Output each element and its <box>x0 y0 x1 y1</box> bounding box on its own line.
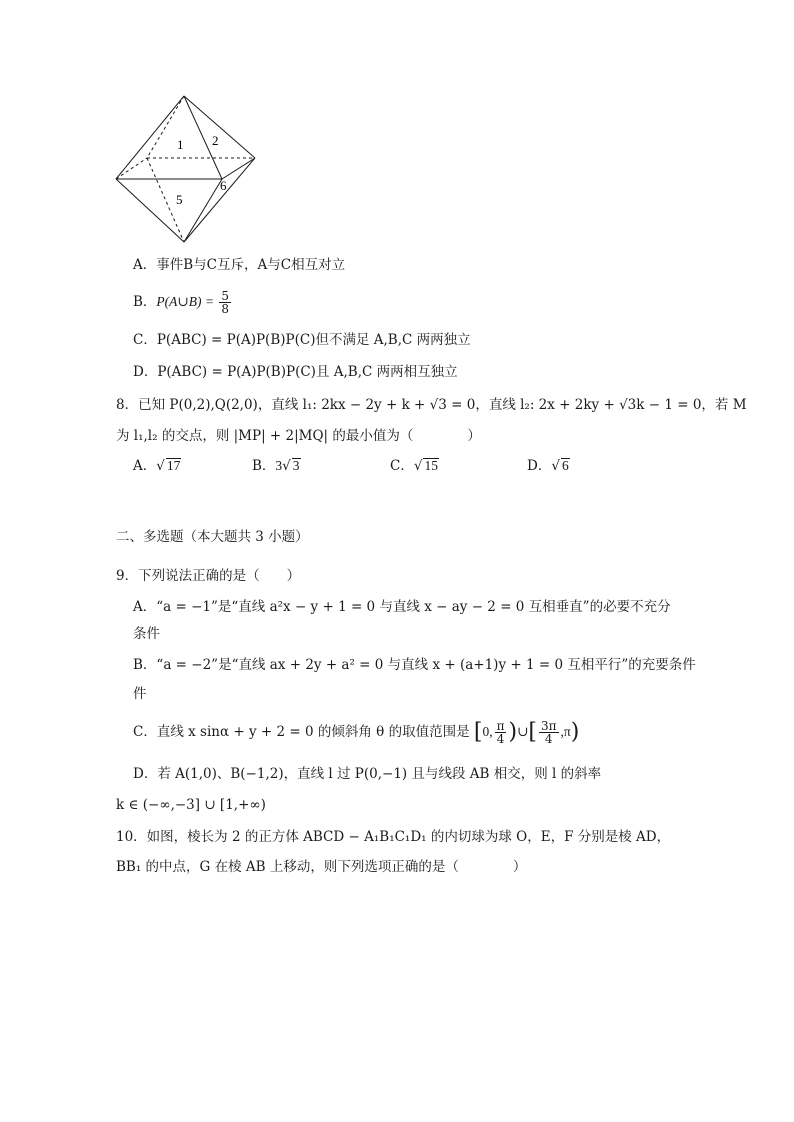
fraction-den: 4 <box>544 732 553 746</box>
q9-option-d-line2: k ∈ (−∞,−3] ∪ [1,+∞) <box>116 797 266 813</box>
fraction <box>219 290 231 315</box>
fraction <box>539 720 559 745</box>
fraction-num: 5 <box>221 289 229 303</box>
q9-stem: 9．下列说法正确的是（ ） <box>116 568 301 584</box>
octahedron-figure <box>110 90 265 250</box>
q8-stem-line2: 为 l₁,l₂ 的交点，则 |MP| + 2|MQ| 的最小值为（ ） <box>116 428 481 444</box>
face-label-1: 1 <box>177 137 184 152</box>
option-text: P(ABC) = P(A)P(B)P(C)且 A,B,C 两两相互独立 <box>157 364 458 380</box>
q7-option-a <box>133 255 345 275</box>
q9-option-c: C．直线 x sinα + y + 2 = 0 的倾斜角 θ 的取值范围是 [0, $\frac{\pi}{4}$ )∪[ $\frac{3\pi}{4}$ ,π) <box>133 719 580 746</box>
q9-option-a-line2: 条件 <box>133 626 160 642</box>
option-text: C．直线 x sinα + y + 2 = 0 的倾斜角 θ 的取值范围是 <box>133 724 470 740</box>
edge <box>184 158 255 242</box>
fraction-den: 8 <box>221 302 229 316</box>
edge <box>184 96 255 158</box>
q9-option-d-line1: D．若 A(1,0)、B(−1,2)，直线 l 过 P(0,−1) 且与线段 AB 相交，则 l 的斜率 <box>133 766 602 782</box>
option-label: B． <box>133 294 157 310</box>
option-label: C． <box>390 458 414 474</box>
section-title: 二、多选题（本大题共 3 小题） <box>116 529 309 545</box>
q8-stem-line1: 8．已知 P(0,2),Q(2,0)，直线 l₁: 2kx − 2y + k + √3 = 0，直线 l₂: 2x + 2ky + √3k − 1 = 0，若 M <box>116 397 747 413</box>
q9-option-b-line2: 件 <box>133 686 147 702</box>
option-value: 6 <box>561 458 569 473</box>
face-label-6: 6 <box>220 178 227 193</box>
face-label-5: 5 <box>176 192 183 207</box>
edge <box>116 179 184 242</box>
q7-option-d <box>133 362 458 382</box>
q9-option-a-line1: A．“a = −1”是“直线 a²x − y + 1 = 0 与直线 x − ay − 2 = 0 互相垂直”的必要不充分 <box>133 599 671 615</box>
fraction-num: 3π <box>540 719 557 733</box>
face-label-2: 2 <box>212 133 219 148</box>
fraction-den: 4 <box>496 732 505 746</box>
q10-stem-line1: 10．如图，棱长为 2 的正方体 ABCD − A₁B₁C₁D₁ 的内切球为球 O，E，F 分别是棱 AD， <box>116 829 671 845</box>
option-label: D． <box>527 458 552 474</box>
edge <box>184 179 222 242</box>
interval-right: ,π <box>560 724 571 739</box>
option-label: D． <box>133 364 158 380</box>
option-label: C． <box>133 332 157 348</box>
option-value: 3 <box>292 458 300 473</box>
fraction <box>495 720 507 745</box>
option-label: A． <box>133 458 157 474</box>
union-symbol: ∪ <box>517 724 529 740</box>
option-value: 17 <box>166 458 181 473</box>
q9-option-b-line1: B．“a = −2”是“直线 ax + 2y + a² = 0 与直线 x + (a+1)y + 1 = 0 互相平行”的充要条件 <box>133 657 696 673</box>
option-text: P(ABC) = P(A)P(B)P(C)但不满足 A,B,C 两两独立 <box>156 332 471 348</box>
option-label: A． <box>133 257 157 273</box>
edge <box>222 158 255 179</box>
interval-left: 0, <box>482 724 493 739</box>
fraction-num: π <box>496 719 505 733</box>
hidden-edge <box>116 158 147 179</box>
q8-option-d: D．√ 6 <box>527 458 569 474</box>
q7-option-b <box>133 290 233 315</box>
q8-option-b: B．3√ 3 <box>252 458 300 474</box>
edge <box>116 96 184 179</box>
q8-option-c: C．√ 15 <box>390 458 438 474</box>
option-prefix: 3 <box>275 458 283 473</box>
q8-option-a: A．√ 17 <box>133 458 181 474</box>
q10-stem-line2: BB₁ 的中点，G 在棱 AB 上移动，则下列选项正确的是（ ） <box>116 859 527 875</box>
option-value: 15 <box>424 458 438 473</box>
option-text: 事件B与C互斥，A与C相互对立 <box>156 257 346 273</box>
option-label: B． <box>252 458 276 474</box>
q7-option-c <box>133 330 471 350</box>
option-lhs: P(A∪B) = <box>156 294 218 309</box>
